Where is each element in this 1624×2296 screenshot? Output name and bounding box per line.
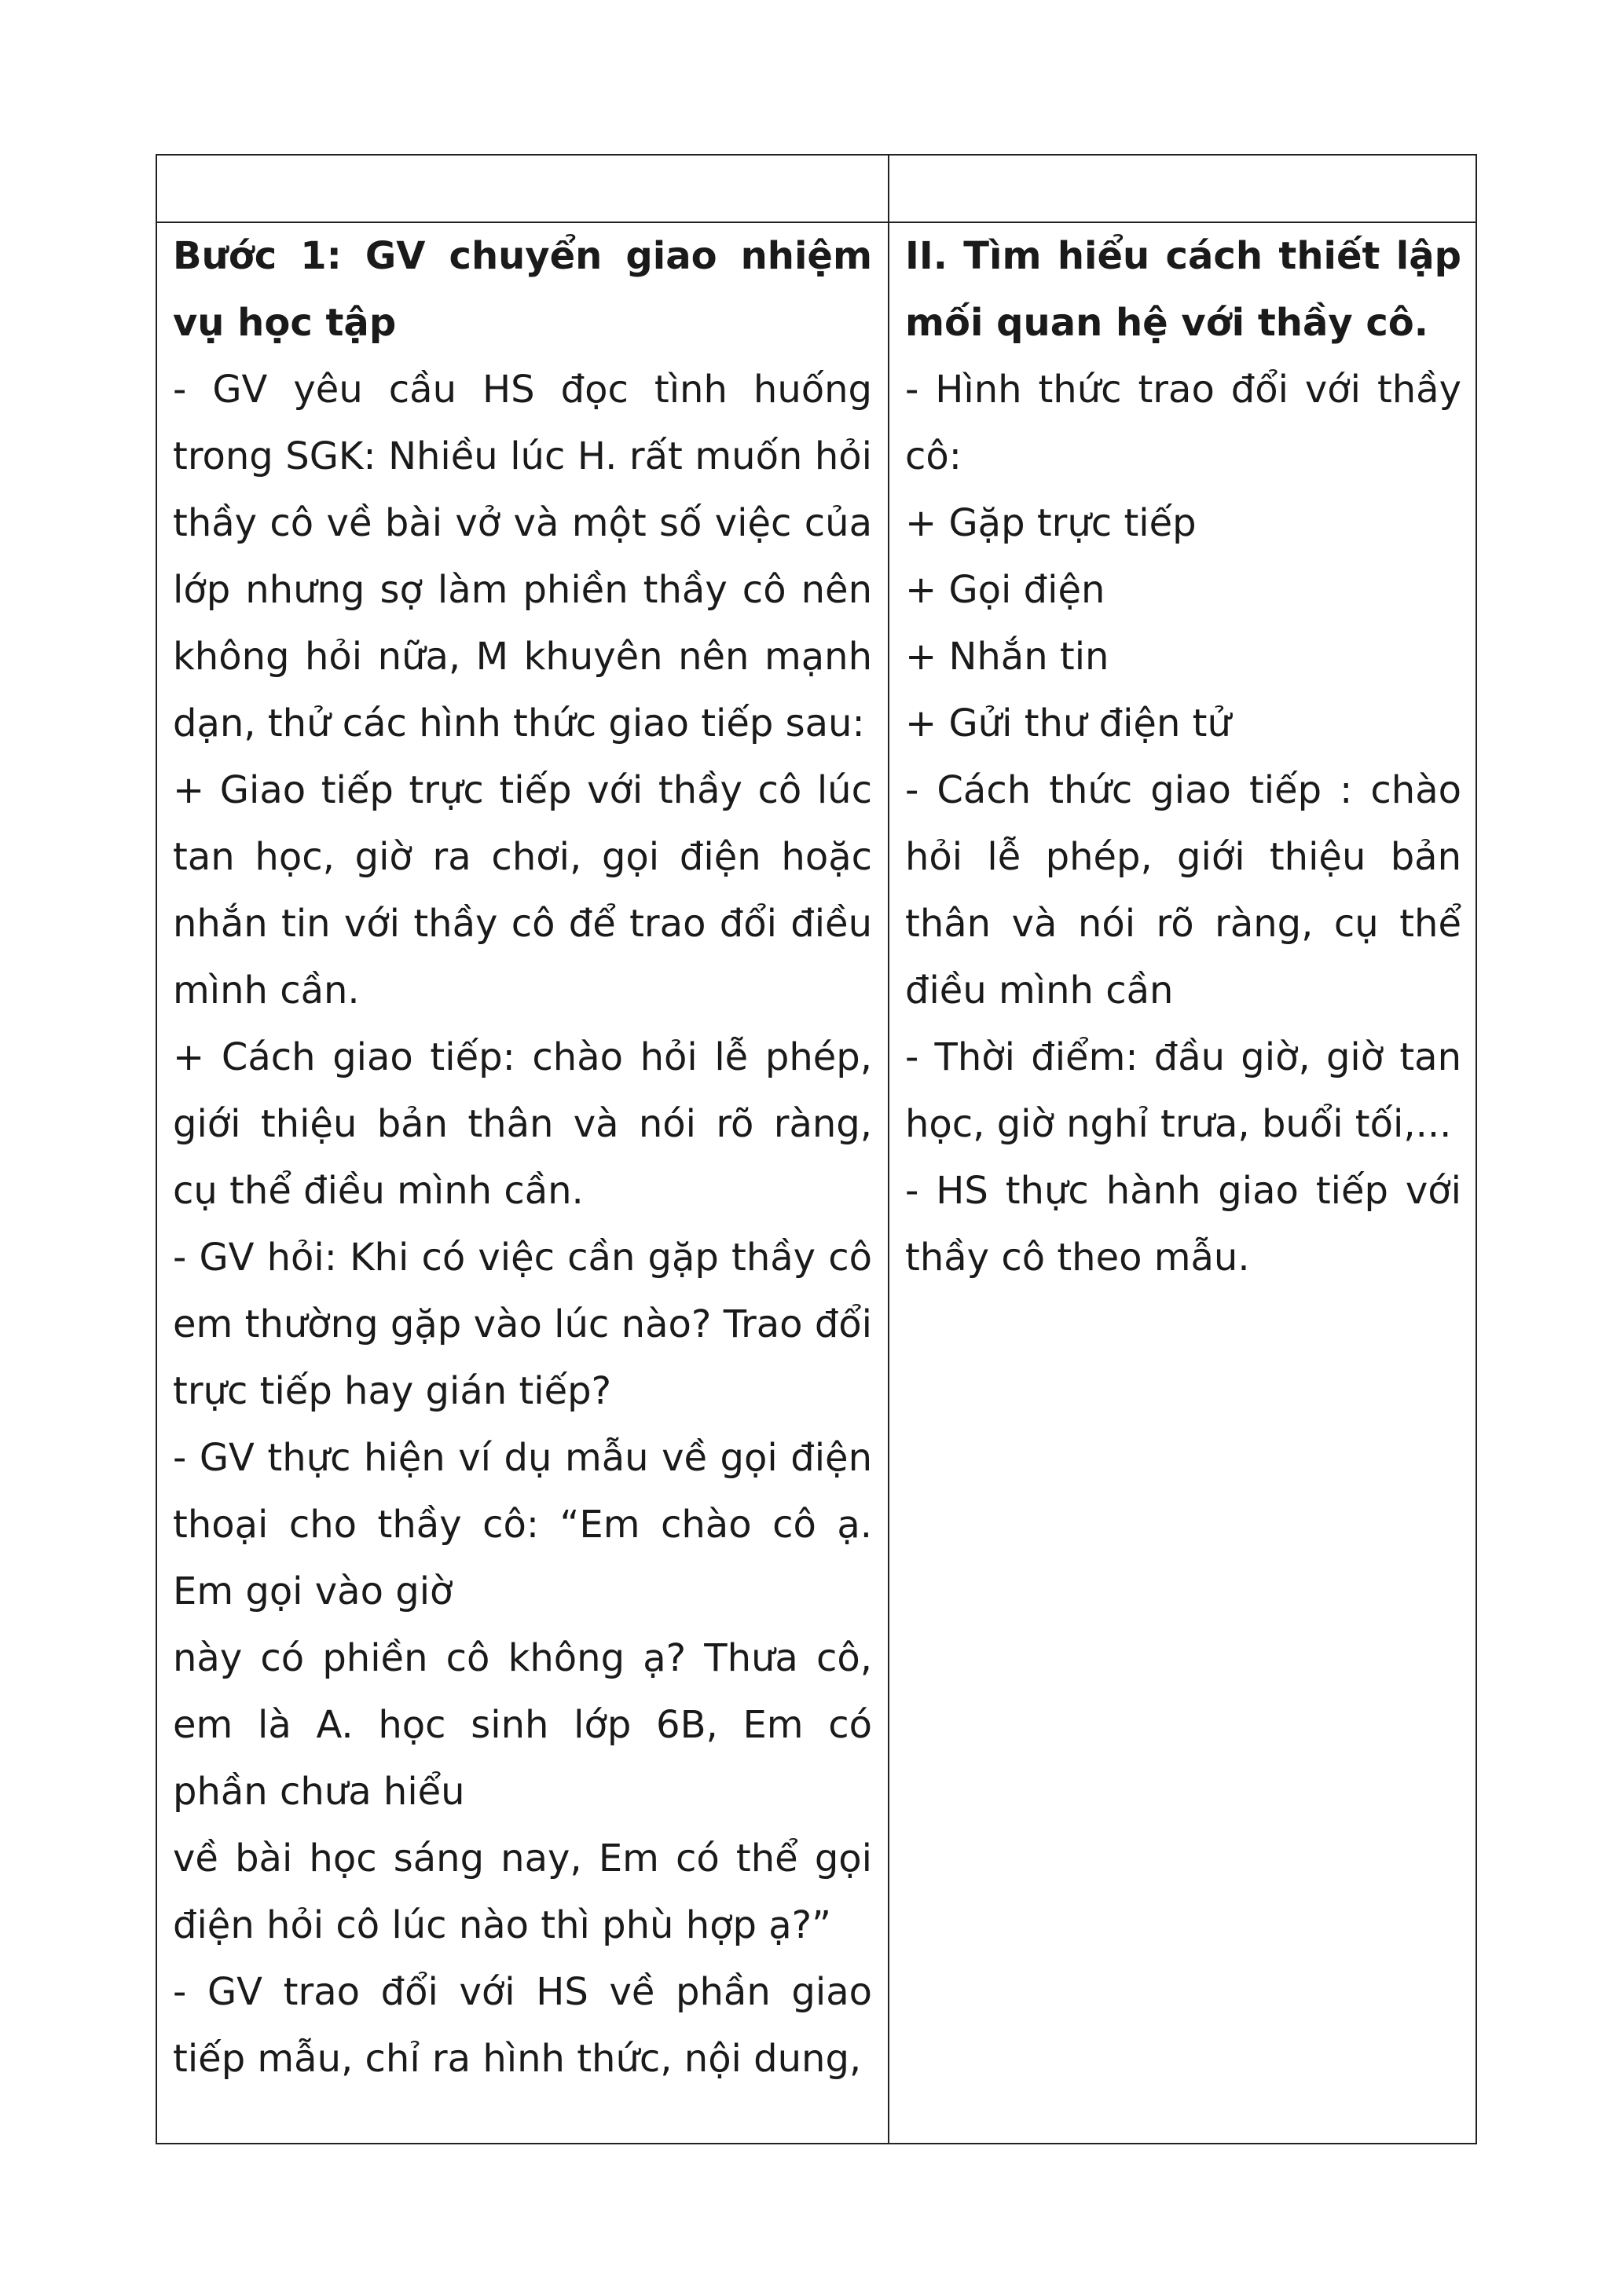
situation-paragraph: - GV yêu cầu HS đọc tình huống trong SGK: Nhiều lúc H. rất muốn hỏi thầy cô về bài vở và một số việc của lớp nhưng sợ làm phiền thầy cô nên không hỏi nữa, M khuyên nên mạnh dạn, thử các hình thức giao tiếp sau:: [173, 368, 872, 745]
table-header-row: [157, 156, 1476, 223]
section-heading: II. Tìm hiểu cách thiết lập mối quan hệ với thầy cô.: [905, 234, 1461, 345]
teacher-activity-column: [173, 223, 872, 2093]
discussion-paragraph: - GV trao đổi với HS về phần giao tiếp mẫu, chỉ ra hình thức, nội dung,: [173, 1970, 872, 2081]
communication-manner-paragraph: - Cách thức giao tiếp : chào hỏi lễ phép, giới thiệu bản thân và nói rõ ràng, cụ thể điều mình cần: [905, 768, 1461, 1013]
content-column: [905, 223, 1461, 1291]
phone-example-continued-1: này có phiền cô không ạ? Thưa cô, em là A. học sinh lớp 6B, Em có phần chưa hiểu: [173, 1636, 872, 1814]
teacher-question-paragraph: - GV hỏi: Khi có việc cần gặp thầy cô em thường gặp vào lúc nào? Trao đổi trực tiếp hay gián tiếp?: [173, 1236, 872, 1413]
phone-example-continued-2: về bài học sáng nay, Em có thể gọi điện hỏi cô lúc nào thì phù hợp ạ?”: [173, 1836, 872, 1947]
step-heading: Bước 1: GV chuyển giao nhiệm vụ học tập: [173, 234, 872, 345]
communication-method-paragraph: + Cách giao tiếp: chào hỏi lễ phép, giới thiệu bản thân và nói rõ ràng, cụ thể điều mình cần.: [173, 1035, 872, 1213]
form-item-direct: + Gặp trực tiếp: [905, 501, 1197, 545]
column-divider: [888, 156, 889, 2143]
lesson-table: [156, 154, 1477, 2144]
timing-paragraph: - Thời điểm: đầu giờ, giờ tan học, giờ nghỉ trưa, buổi tối,...: [905, 1035, 1461, 1146]
forms-heading: - Hình thức trao đổi với thầy cô:: [905, 368, 1461, 478]
practice-paragraph: - HS thực hành giao tiếp với thầy cô theo mẫu.: [905, 1169, 1461, 1280]
form-item-email: + Gửi thư điện tử: [905, 701, 1231, 745]
form-item-message: + Nhắn tin: [905, 635, 1109, 679]
direct-communication-paragraph: + Giao tiếp trực tiếp với thầy cô lúc tan học, giờ ra chơi, gọi điện hoặc nhắn tin với thầy cô để trao đổi điều mình cần.: [173, 768, 872, 1013]
form-item-call: + Gọi điện: [905, 568, 1105, 612]
phone-example-paragraph: - GV thực hiện ví dụ mẫu về gọi điện thoại cho thầy cô: “Em chào cô ạ. Em gọi vào giờ: [173, 1436, 872, 1613]
